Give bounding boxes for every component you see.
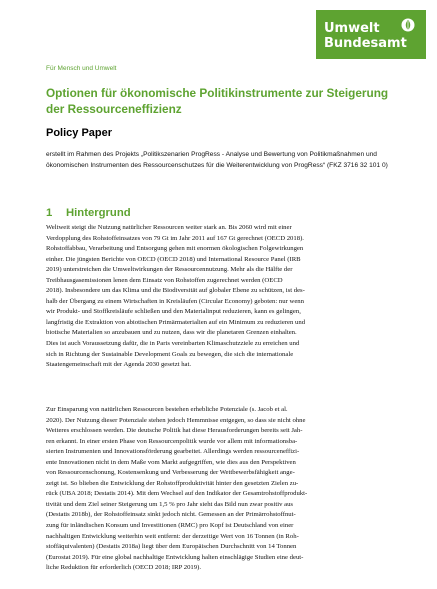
paragraph xyxy=(46,223,389,371)
paragraph-line: zeigt ist. So blieben die Entwicklung der Rohstoffproduktivität hinter den gesetzten Zielen zu- xyxy=(46,479,299,487)
paragraph-line: langfristig die Extraktion von abiotischen Primärmaterialien auf ein Minimum zu reduzieren und xyxy=(46,318,306,326)
paragraph-line: Staatengemeinschaft mit der Agenda 2030 gesetzt hat. xyxy=(46,361,192,369)
paragraph-line: zung für inländischen Konsum und Investitionen (RMC) pro Kopf ist Deutschland von einer xyxy=(46,522,294,530)
paragraph-line: von Ressourcenschonung, Kostensenkung und Verbesserung der Wettbewerbsfähigkeit ange- xyxy=(46,469,295,477)
paragraph-line: tivität und dem Ziel seiner Steigerung um 1,5 % pro Jahr sieht das Bild nun zwar positiv aus xyxy=(46,500,294,508)
logo-line-1: Umwelt xyxy=(324,21,380,36)
paragraph-line: 2020). Der Nutzung dieser Potenziale stehen jedoch Hemmnisse entgegen, so dass sie nicht ohne xyxy=(46,416,306,424)
document-subtitle: Policy Paper xyxy=(46,127,113,139)
tagline: Für Mensch und Umwelt xyxy=(46,65,117,72)
paragraph-line: biotische Materialien so anzubauen und zu nutzen, dass wir die planetaren Grenzen einhalten. xyxy=(46,329,297,337)
intro-text: erstellt im Rahmen des Projekts „Politikszenarien ProgRess - Analyse und Bewertung von Politikmaßnahmen und ökonomischen Instrumenten des Ressourcenschutzes für die Weiterentwicklung von ProgRess“ (FKZ 3716 32 101 0) xyxy=(46,151,388,169)
paragraph-line: ren erkannt. In einer ersten Phase von Ressourcenpolitik wurde vor allem mit informationsba- xyxy=(46,437,298,445)
paragraph-line: (Eurostat 2019). Für eine global nachhaltige Entwicklung halten einschlägige Studien eine deut- xyxy=(46,553,304,561)
paragraph-line: Verdopplung des Rohstoffeinsatzes von 79 Gt im Jahr 2011 auf 167 Gt gerechnet (OECD 2018). xyxy=(46,234,304,242)
paragraph-line: Weiteres erschlossen werden. Die deutsche Politik hat diese Herausforderungen bereits seit Jah- xyxy=(46,427,303,435)
paragraph-line: Zur Einsparung von natürlichen Ressourcen bestehen erhebliche Potenziale (s. Jacob et al. xyxy=(46,406,288,413)
paragraph-line: halb der Übergang zu einem Wirtschaften in Kreisläufen (Circular Economy) geboten: nur wenn xyxy=(46,297,304,305)
umweltbundesamt-logo xyxy=(316,10,426,59)
paragraph-line: sierten Instrumenten und Innovationsförderung gearbeitet. Allerdings werden ressourceneffizi- xyxy=(46,448,300,456)
paragraph-line: Dies ist auch Voraussetzung dafür, die in Paris vereinbarten Klimaschutzziele zu erreichen und xyxy=(46,340,300,348)
paragraph-line: nachhaltigen Entwicklung weiterhin weit entfernt: der derzeitige Wert von 16 Tonnen (in Roh- xyxy=(46,532,299,540)
paragraph xyxy=(46,405,389,574)
paragraph-line: 2018). Insbesondere um das Klima und die Biodiversität auf globaler Ebene zu schützen, ist des- xyxy=(46,287,305,295)
leaf-icon xyxy=(401,18,415,32)
paragraph-line: 2019) unterstreichen die Umweltwirkungen der Ressourcennutzung. Mehr als die Hälfte der xyxy=(46,266,293,274)
document-title: Optionen für ökonomische Politikinstrumente zur Steigerung der Ressourceneffizienz xyxy=(46,86,389,116)
paragraph-line: rück (UBA 2018; Destatis 2014). Mit dem Wechsel auf den Indikator der Gesamtrohstoffprodukt- xyxy=(46,490,308,498)
logo-line-2: Bundesamt xyxy=(324,36,407,51)
paragraph-line: sich in Richtung der Sustainable Development Goals zu bewegen, die sich die internationale xyxy=(46,350,294,358)
paragraph-line: stoffäquivalenten) (Destatis 2018a) liegt über dem Europäischen Durchschnitt von 14 Tonnen xyxy=(46,543,297,551)
section-number: 1 xyxy=(46,207,53,219)
paragraph-line: einher. Die jüngsten Berichte von OECD (OECD 2018) und International Resource Panel (IRB xyxy=(46,255,301,263)
section-title: Hintergrund xyxy=(66,207,131,219)
paragraph-line: Treibhausgasemissionen lenen dem Einsatz von Rohstoffen zugerechnet werden (OECD xyxy=(46,276,283,284)
paragraph-line: Weltweit steigt die Nutzung natürlicher Ressourcen weiter stark an. Bis 2060 wird mit einer xyxy=(46,224,292,231)
section-heading xyxy=(46,207,131,219)
paragraph-line: ente Innovationen nicht in dem Maße vom Markt aufgegriffen, wie dies aus den Perspektiven xyxy=(46,458,296,466)
paragraph-line: wir Produkt- und Stoffkreisläufe schließen und den Materialinput reduzieren, kann es gelingen, xyxy=(46,308,301,316)
paragraph-line: Rohstoffabbau, Verarbeitung und Entsorgung gehen mit enormen ökologischen Folgewirkungen xyxy=(46,245,304,253)
paragraph-line: (Destatis 2018b), der Rohstoffeinsatz sinkt jedoch nicht. Gemessen an der Primärrohstoffnut- xyxy=(46,511,296,519)
paragraph-line: liche Reduktion für erforderlich (OECD 2018; IRP 2019). xyxy=(46,564,202,572)
